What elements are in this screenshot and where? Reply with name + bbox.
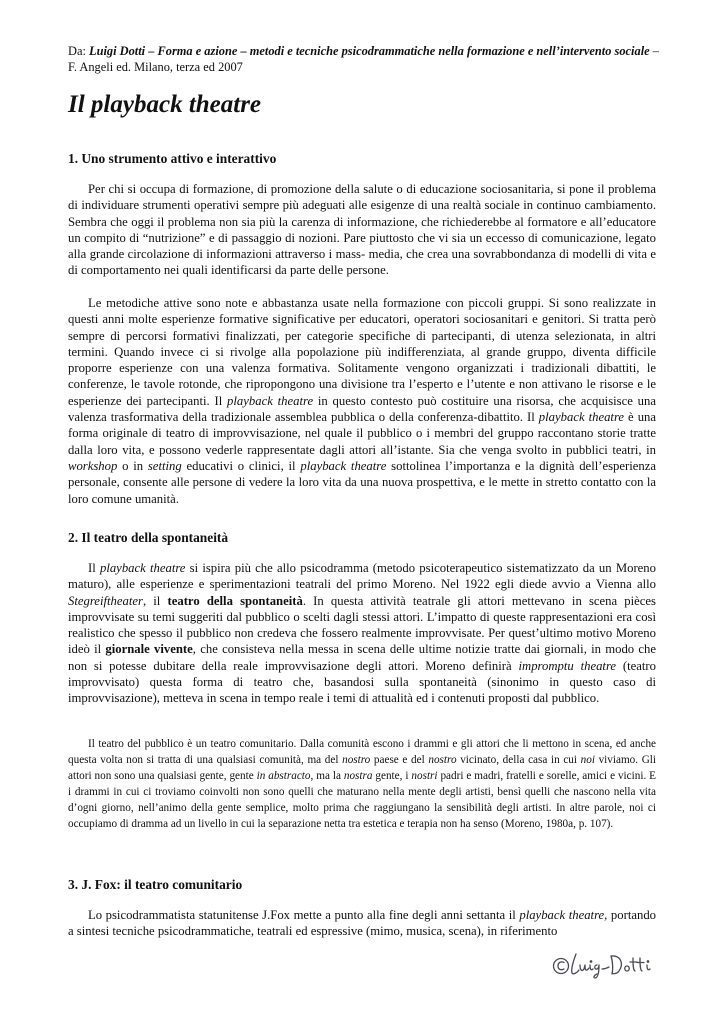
emphasis: setting: [147, 458, 182, 473]
emphasis: in abstracto: [256, 769, 311, 782]
source-prefix: Da:: [68, 44, 89, 58]
emphasis: Stegreiftheater: [68, 593, 143, 608]
emphasis: playback theatre: [519, 908, 605, 922]
emphasis: impromptu theatre: [518, 658, 617, 673]
emphasis: playback theatre: [538, 410, 625, 425]
section-3-paragraph-1: Lo psicodrammatista statunitense J.Fox mette a punto alla fine degli anni settanta il playback theatre, portando a sintesi tecniche psicodrammatiche, teatrali ed espressive (mimo, musica, scena), in riferimento: [68, 908, 657, 939]
section-3-heading: 3. J. Fox: il teatro comunitario: [68, 877, 243, 892]
emphasis: playback theatre: [300, 458, 387, 473]
emphasis: noi: [580, 753, 595, 766]
emphasis: nostra: [343, 769, 373, 782]
source-publisher: – F. Angeli ed. Milano, terza ed 2007: [68, 44, 659, 74]
section-1-paragraph-1: Per chi si occupa di formazione, di promozione della salute o di educazione sociosanitaria, si pone il problema di individuare strumenti operativi sempre più adeguati alle esigenze di una realtà sociale in continuo cambiamento. Sembra che oggi il problema non sia più la carenza di informazione, che richiederebbe al formatore e all’educatore un compito di “nutrizione” e di passaggio di nozioni. Pare piuttosto che vi sia un eccesso di comunicazione, legato alla grande circolazione di informazioni attraverso i mass- media, che crea una sovrabbondanza di modelli di vita e di comportamento nei quali identificarsi da parte delle persone.: [68, 182, 656, 278]
strong-term: teatro della spontaneità: [167, 593, 303, 608]
source-work: Luigi Dotti – Forma e azione – metodi e tecniche psicodrammatiche nella formazione e nell’intervento sociale: [89, 44, 650, 58]
source-citation: [68, 43, 668, 75]
moreno-quote: Il teatro del pubblico è un teatro comunitario. Dalla comunità escono i drammi e gli attori che li mettono in scena, ed anche questa volta non si tratta di una qualsiasi comunità, ma del nostro paese e del nostro vicinato, della casa in cui noi viviamo. Gli attori non sono una qualsiasi gente, gente in abstracto, ma la nostra gente, i nostri padri e madri, fratelli e sorelle, amici e vicini. E i drammi in cui ci troviamo coinvolti non sono quelli che maturano nella mente degli artisti, bensì quelli che nascono nella vita d’ogni giorno, nell’animo della gente semplice, molto prima che raggiungano la sensibilità degli artisti. In altre parole, noi ci occupiamo di dramma ad un livello in cui la separazione netta tra estetica e terapia non ha senso (Moreno, 1980a, p. 107).: [68, 738, 657, 830]
emphasis: playback theatre: [227, 393, 314, 408]
section-1-heading: 1. Uno strumento attivo e interattivo: [68, 151, 277, 166]
emphasis: workshop: [68, 458, 118, 473]
section-1-paragraph-2: Le metodiche attive sono note e abbastanza usate nella formazione con piccoli gruppi. Si sono realizzate in questi anni molte esperienze formative significative per educatori, operatori sociosanitari e genitori. Si tratta però sempre di percorsi formativi finalizzati, per categorie specifiche di partecipanti, di utenza selezionata, in altri termini. Quando invece ci si rivolge alla popolazione più indifferenziata, al grande gruppo, diventa difficile proporre esperienze con una valenza formativa. Solitamente vengono organizzati i tradizionali dibattiti, le conferenze, le tavole rotonde, che ripropongono una divisione tra l’esperto e l’utente e non attivano le risorse e le esperienze dei partecipanti. Il playback theatre in questo contesto può costituire una risorsa, che acquisisce una valenza trasformativa della tradizionale assemblea pubblica o della conferenza-dibattito. Il playback theatre è una forma originale di teatro di improvvisazione, nel quale il pubblico o i membri del gruppo raccontano storie tratte dalla loro vita, e possono vederle rappresentate dagli attori all’istante. Sia che venga svolto in pubblici teatri, in workshop o in setting educativi o clinici, il playback theatre sottolinea l’importanza e la dignità dell’esperienza personale, consente alle persone di vedere la loro vita da una nuova prospettiva, e le mette in stretto contatto con la loro comune umanità.: [68, 296, 657, 506]
emphasis: nostri: [411, 769, 438, 782]
section-2-heading: 2. Il teatro della spontaneità: [68, 530, 229, 545]
emphasis: nostro: [342, 753, 371, 766]
emphasis: playback theatre: [99, 561, 186, 575]
signature-image: [551, 948, 663, 980]
page-title: Il playback theatre: [68, 91, 262, 118]
section-2-paragraph-1: Il playback theatre si ispira più che allo psicodramma (metodo psicoterapeutico sistematizzato da un Moreno maturo), alle esperienze e sperimentazioni teatrali del primo Moreno. Nel 1922 egli diede avvio a Vienna allo Stegreiftheater, il teatro della spontaneità. In questa attività teatrale gli attori mettevano in scena pièces improvvisate su temi suggeriti dal pubblico o scelti dagli stessi attori. L’impatto di queste rappresentazioni era così realistico che spesso il pubblico non credeva che fossero realmente improvvisate. Per quest’ultimo motivo Moreno ideò il giornale vivente, che consisteva nella messa in scena delle ultime notizie tratte dai giornali, in modo che non si potesse dubitare della reale improvvisazione degli attori. Moreno definirà impromptu theatre (teatro improvvisato) questa forma di teatro che, basandosi sulla spontaneità (sinonimo in questo caso di improvvisazione), metteva in scena in tempo reale i temi di attualità ed i contenuti proposti dal pubblico.: [68, 561, 656, 706]
strong-term: giornale vivente: [105, 642, 193, 657]
emphasis: nostro: [428, 753, 457, 766]
